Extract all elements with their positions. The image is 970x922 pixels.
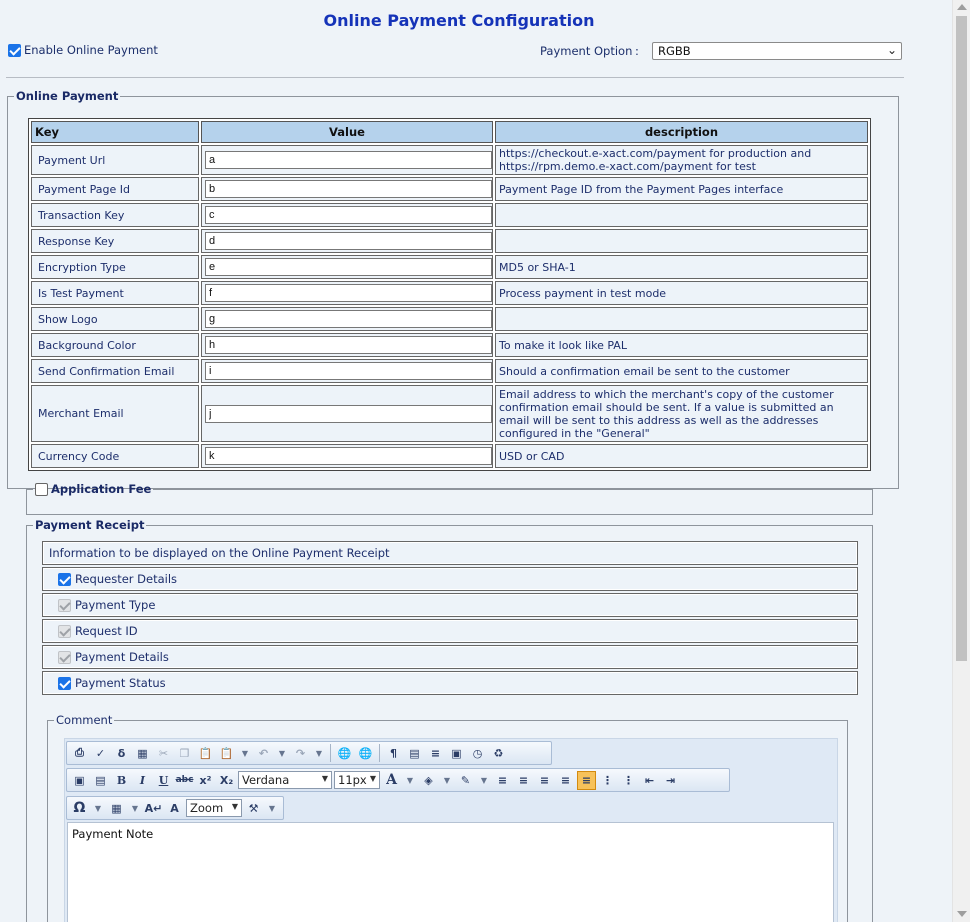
table-row	[31, 281, 868, 305]
justify-icon[interactable]: ≡	[560, 773, 571, 787]
row-value-input[interactable]	[205, 310, 492, 328]
redo-icon[interactable]: ↷	[295, 746, 306, 760]
font-color-icon[interactable]: A	[386, 772, 397, 788]
payment-option-select[interactable]	[652, 42, 902, 60]
row-key: Currency Code	[31, 444, 199, 468]
zoom-value: Zoom	[190, 801, 224, 815]
toolbar-separator	[379, 744, 380, 762]
select-all-icon[interactable]: ▦	[137, 746, 148, 760]
toolbar-separator	[330, 744, 331, 762]
row-description: Payment Page ID from the Payment Pages interface	[495, 177, 868, 201]
enable-online-payment[interactable]	[8, 43, 158, 57]
bulleted-list-icon[interactable]: ⋮	[602, 773, 613, 787]
table-row	[31, 229, 868, 253]
application-fee-fieldset	[26, 482, 873, 515]
table-row	[31, 145, 868, 175]
application-fee-label: Application Fee	[51, 482, 152, 496]
online-payment-table	[28, 118, 871, 471]
underline-icon[interactable]: U	[158, 773, 169, 787]
page-title: Online Payment Configuration	[323, 11, 595, 30]
receipt-item-label: Request ID	[75, 624, 138, 638]
paragraph-icon[interactable]: ¶	[390, 746, 397, 760]
receipt-item-label: Payment Type	[75, 598, 156, 612]
table-row	[31, 255, 868, 279]
row-key: Encryption Type	[31, 255, 199, 279]
receipt-item-payment-status[interactable]	[42, 671, 858, 695]
link-icon[interactable]: 🌐	[337, 746, 352, 760]
chevron-down-icon: ▼	[321, 774, 328, 783]
row-key: Show Logo	[31, 307, 199, 331]
payment-status-checkbox[interactable]	[58, 677, 71, 690]
row-description: Process payment in test mode	[495, 281, 868, 305]
chevron-down-icon[interactable]: ▼	[241, 748, 249, 758]
editor-toolbar-3	[66, 796, 284, 820]
row-description: Email address to which the merchant's copy of the customer confirmation email should be sent. If a value is submitted an email will be sent to this address as well as the addresses configured in the "General"	[495, 385, 868, 442]
print-icon[interactable]: ⎙	[75, 746, 84, 759]
table-header-row	[31, 121, 868, 143]
font-size-select[interactable]	[334, 771, 380, 789]
row-value-input[interactable]	[205, 447, 492, 465]
table-icon[interactable]: ▦	[111, 801, 122, 815]
template-icon[interactable]: ▣	[451, 746, 462, 760]
chevron-down-icon: ⌄	[886, 43, 897, 57]
payment-option-value: RGBB	[658, 44, 691, 58]
row-key: Merchant Email	[31, 385, 199, 442]
find-icon[interactable]: ẟ	[117, 746, 126, 760]
cut-icon[interactable]: ✂	[158, 746, 169, 760]
receipt-item-label: Requester Details	[75, 572, 178, 586]
request-id-checkbox	[58, 625, 71, 638]
align-left-icon[interactable]: ≡	[497, 773, 508, 787]
receipt-item-requester-details[interactable]	[42, 567, 858, 591]
column-header-description: description	[495, 121, 868, 143]
media-icon[interactable]: ▤	[95, 773, 106, 787]
row-description: https://checkout.e-xact.com/payment for production and https://rpm.demo.e-xact.com/payment for test	[495, 145, 868, 175]
editor-toolbar-2	[66, 768, 730, 792]
column-header-key: Key	[31, 121, 199, 143]
style-icon[interactable]: A	[170, 801, 179, 815]
table-row	[31, 203, 868, 227]
table-row	[31, 359, 868, 383]
align-right-icon[interactable]: ≡	[539, 773, 550, 787]
editor-toolbar-1	[66, 741, 552, 765]
row-value-input[interactable]	[205, 284, 492, 302]
row-value-input[interactable]	[205, 180, 492, 198]
strikethrough-icon[interactable]: abc	[175, 775, 194, 785]
outdent-icon[interactable]: ⇤	[644, 773, 655, 787]
font-name-select[interactable]	[238, 771, 332, 789]
align-icon[interactable]: ≡	[430, 746, 441, 760]
chevron-down-icon: ▼	[369, 774, 376, 783]
direction-icon[interactable]: ≡	[577, 771, 596, 790]
paste-icon[interactable]: 📋	[198, 746, 213, 760]
receipt-item-label: Payment Status	[75, 676, 166, 690]
column-header-value: Value	[201, 121, 493, 143]
row-value-input[interactable]	[205, 258, 492, 276]
row-value-input[interactable]	[205, 206, 492, 224]
chevron-down-icon[interactable]: ▼	[443, 775, 451, 785]
chevron-down-icon[interactable]: ▼	[94, 803, 102, 813]
chevron-down-icon[interactable]: ▼	[131, 803, 139, 813]
comment-text: Payment Note	[72, 827, 154, 841]
receipt-item-label: Payment Details	[75, 650, 169, 664]
row-value-input[interactable]	[205, 151, 492, 169]
row-description	[495, 203, 868, 227]
row-value-input[interactable]	[205, 362, 492, 380]
paste-options-icon[interactable]: 📋	[219, 746, 234, 760]
copy-icon[interactable]: ❐	[179, 746, 190, 760]
row-value-input[interactable]	[205, 232, 492, 250]
payment-details-checkbox	[58, 651, 71, 664]
indent-icon[interactable]: ⇥	[665, 773, 676, 787]
subscript-icon[interactable]: X₂	[219, 773, 234, 787]
chevron-down-icon: ▼	[231, 802, 238, 811]
payment-option-label: Payment Option	[540, 44, 633, 58]
highlight-icon[interactable]: ✎	[460, 773, 471, 787]
spellcheck-icon[interactable]: ✓	[95, 746, 106, 760]
font-size-value: 11px	[338, 773, 367, 787]
row-key: Send Confirmation Email	[31, 359, 199, 383]
table-row	[31, 333, 868, 357]
format-icon[interactable]: ▤	[409, 746, 420, 760]
zoom-select[interactable]	[186, 799, 242, 817]
row-description	[495, 229, 868, 253]
table-row	[31, 444, 868, 468]
row-key: Payment Page Id	[31, 177, 199, 201]
tools-icon[interactable]: ⚒	[248, 801, 259, 815]
image-icon[interactable]: ▣	[74, 773, 85, 787]
row-key: Transaction Key	[31, 203, 199, 227]
fill-color-icon[interactable]: ◈	[424, 773, 433, 787]
receipt-info-row	[42, 541, 858, 565]
online-payment-legend: Online Payment	[16, 89, 119, 103]
chevron-down-icon[interactable]: ▼	[268, 803, 276, 813]
chevron-down-icon[interactable]: ▼	[278, 748, 286, 758]
scrollbar-thumb[interactable]	[956, 16, 967, 661]
receipt-info-text: Information to be displayed on the Online Payment Receipt	[49, 546, 390, 560]
row-description	[495, 307, 868, 331]
clock-icon[interactable]: ◷	[472, 746, 483, 760]
font-name-value: Verdana	[242, 773, 290, 787]
table-row	[31, 307, 868, 331]
chevron-down-icon[interactable]: ▼	[406, 775, 414, 785]
row-value-input[interactable]	[205, 405, 492, 423]
comment-legend: Comment	[56, 713, 113, 727]
payment-receipt-legend: Payment Receipt	[35, 518, 145, 532]
payment-option-colon: :	[635, 44, 639, 58]
application-fee-checkbox[interactable]	[35, 483, 48, 496]
requester-details-checkbox[interactable]	[58, 573, 71, 586]
vertical-scrollbar[interactable]	[952, 0, 970, 922]
comment-editor-content[interactable]	[67, 822, 834, 922]
convert-case-icon[interactable]: A↵	[144, 801, 163, 815]
chevron-down-icon[interactable]: ▼	[315, 748, 323, 758]
receipt-item-request-id	[42, 619, 858, 643]
table-row	[31, 177, 868, 201]
special-character-icon[interactable]: Ω	[73, 800, 86, 816]
row-description: USD or CAD	[495, 444, 868, 468]
superscript-icon[interactable]: x²	[199, 773, 212, 787]
row-value-input[interactable]	[205, 336, 492, 354]
row-description: To make it look like PAL	[495, 333, 868, 357]
unlink-icon[interactable]: 🌐	[358, 746, 373, 760]
chevron-down-icon[interactable]: ▼	[480, 775, 488, 785]
enable-online-payment-checkbox[interactable]	[8, 44, 21, 57]
paste-word-icon[interactable]: ♻	[493, 746, 504, 760]
receipt-item-payment-type	[42, 593, 858, 617]
payment-type-checkbox	[58, 599, 71, 612]
row-key: Is Test Payment	[31, 281, 199, 305]
italic-icon[interactable]: I	[139, 773, 146, 787]
scroll-down-icon[interactable]	[957, 911, 967, 917]
undo-icon[interactable]: ↶	[258, 746, 269, 760]
scroll-up-icon[interactable]	[957, 4, 967, 10]
divider	[6, 77, 904, 78]
numbered-list-icon[interactable]: ⋮	[623, 773, 634, 787]
row-description: MD5 or SHA-1	[495, 255, 868, 279]
table-row	[31, 385, 868, 442]
enable-online-payment-label: Enable Online Payment	[24, 43, 158, 57]
align-center-icon[interactable]: ≡	[518, 773, 529, 787]
bold-icon[interactable]: B	[116, 773, 127, 787]
row-key: Payment Url	[31, 145, 199, 175]
receipt-item-payment-details	[42, 645, 858, 669]
row-key: Background Color	[31, 333, 199, 357]
row-description: Should a confirmation email be sent to the customer	[495, 359, 868, 383]
row-key: Response Key	[31, 229, 199, 253]
application-fee-legend	[33, 482, 153, 496]
